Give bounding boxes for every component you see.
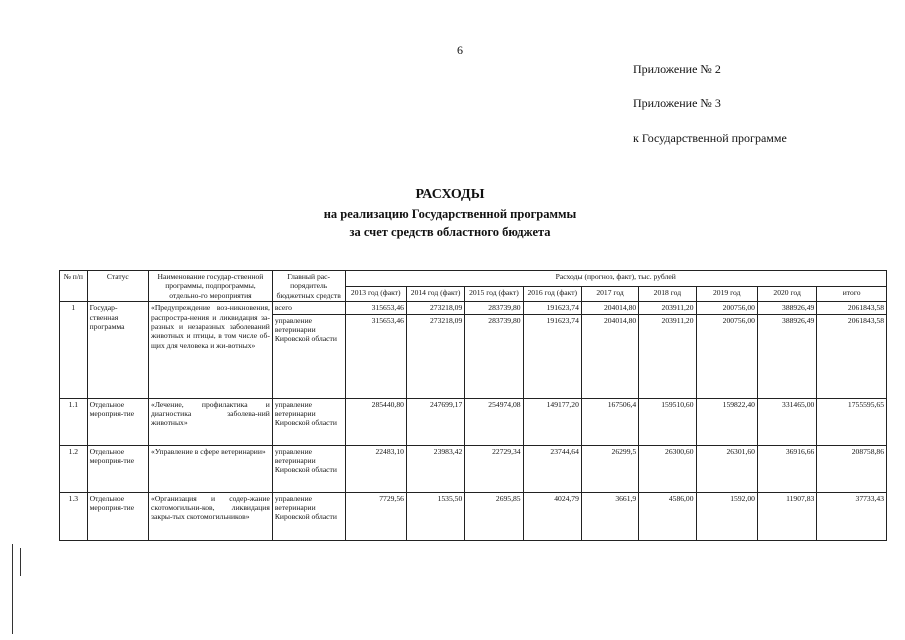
document-title	[250, 186, 650, 240]
header-status: Статус	[87, 271, 148, 302]
value-cell: 36916,66	[757, 445, 816, 492]
row-name: «Управление в сфере ветеринарии»	[149, 445, 273, 492]
row-status: Отдельное мероприя-тие	[87, 445, 148, 492]
row-admin: управление ветеринарии Кировской области	[272, 314, 345, 398]
row-num: 1.3	[60, 492, 88, 540]
value-cell: 315653,46	[345, 314, 406, 398]
value-cell: 283739,80	[465, 302, 523, 314]
value-cell: 23744,64	[523, 445, 581, 492]
value-cell: 26299,5	[581, 445, 638, 492]
row-admin: управление ветеринарии Кировской области	[272, 492, 345, 540]
value-cell: 200756,00	[696, 314, 757, 398]
value-cell: 23983,42	[406, 445, 464, 492]
header-expenses: Расходы (прогноз, факт), тыс. рублей	[345, 271, 886, 287]
value-cell: 1535,50	[406, 492, 464, 540]
header-year-2019: 2019 год	[696, 286, 757, 302]
scan-edge-mark-2	[20, 548, 21, 576]
row-num: 1.1	[60, 398, 88, 445]
row-name: «Предупреждение воз-никновения, распростра-нения и ликвидация за-разных и незаразных заболеваний животных и птицы, в том числе об-щих для человека и жи-вотных»	[149, 302, 273, 398]
header-year-2018: 2018 год	[639, 286, 696, 302]
value-cell: 1592,00	[696, 492, 757, 540]
row-admin: всего	[272, 302, 345, 314]
appendix-line-2: Приложение № 3	[633, 96, 721, 110]
value-cell: 285440,80	[345, 398, 406, 445]
row-status: Государ-ственная программа	[87, 302, 148, 398]
value-cell: 200756,00	[696, 302, 757, 314]
value-cell: 2695,85	[465, 492, 523, 540]
header-year-2017: 2017 год	[581, 286, 638, 302]
value-cell: 331465,00	[757, 398, 816, 445]
value-cell: 167506,4	[581, 398, 638, 445]
value-cell: 149177,20	[523, 398, 581, 445]
row-name: «Лечение, профилактика и диагностика заболева-ний животных»	[149, 398, 273, 445]
value-cell: 191623,74	[523, 302, 581, 314]
value-cell: 283739,80	[465, 314, 523, 398]
row-status: Отдельное мероприя-тие	[87, 398, 148, 445]
value-cell: 4586,00	[639, 492, 696, 540]
total-cell: 1755595,65	[817, 398, 887, 445]
header-year-2015: 2015 год (факт)	[465, 286, 523, 302]
value-cell: 22729,34	[465, 445, 523, 492]
value-cell: 11907,83	[757, 492, 816, 540]
row-status: Отдельное мероприя-тие	[87, 492, 148, 540]
row-admin: управление ветеринарии Кировской области	[272, 398, 345, 445]
header-year-2016: 2016 год (факт)	[523, 286, 581, 302]
value-cell: 388926,49	[757, 302, 816, 314]
scan-edge-mark-1	[12, 544, 13, 634]
value-cell: 7729,56	[345, 492, 406, 540]
header-year-2013: 2013 год (факт)	[345, 286, 406, 302]
value-cell: 159822,40	[696, 398, 757, 445]
value-cell: 4024,79	[523, 492, 581, 540]
value-cell: 204014,80	[581, 314, 638, 398]
expenses-table	[59, 270, 887, 541]
table-row	[60, 398, 887, 445]
value-cell: 26300,60	[639, 445, 696, 492]
row-admin: управление ветеринарии Кировской области	[272, 445, 345, 492]
header-total: итого	[817, 286, 887, 302]
value-cell: 273218,09	[406, 302, 464, 314]
header-name: Наименование государ-ственной программы, подпрограммы, отдельно-го мероприятия	[149, 271, 273, 302]
value-cell: 26301,60	[696, 445, 757, 492]
value-cell: 388926,49	[757, 314, 816, 398]
row-name: «Организация и содер-жание скотомогильни-ков, ликвидация закры-тых скотомогильников»	[149, 492, 273, 540]
value-cell: 191623,74	[523, 314, 581, 398]
value-cell: 3661,9	[581, 492, 638, 540]
table-row	[60, 445, 887, 492]
page-number: 6	[457, 43, 463, 57]
value-cell: 204014,80	[581, 302, 638, 314]
value-cell: 22483,10	[345, 445, 406, 492]
row-num: 1.2	[60, 445, 88, 492]
header-year-2020: 2020 год	[757, 286, 816, 302]
value-cell: 203911,20	[639, 302, 696, 314]
title-line-2: за счет средств областного бюджета	[349, 225, 551, 239]
value-cell: 203911,20	[639, 314, 696, 398]
header-admin: Главный рас-порядитель бюджетных средств	[272, 271, 345, 302]
value-cell: 254974,08	[465, 398, 523, 445]
value-cell: 273218,09	[406, 314, 464, 398]
value-cell: 315653,46	[345, 302, 406, 314]
appendix-line-3: к Государственной программе	[633, 131, 787, 145]
value-cell: 247699,17	[406, 398, 464, 445]
total-cell: 208758,86	[817, 445, 887, 492]
total-cell: 2061843,58	[817, 314, 887, 398]
table-row	[60, 302, 887, 314]
title-main: РАСХОДЫ	[415, 187, 485, 202]
appendix-line-1: Приложение № 2	[633, 62, 721, 76]
header-year-2014: 2014 год (факт)	[406, 286, 464, 302]
total-cell: 2061843,58	[817, 302, 887, 314]
table-row	[60, 492, 887, 540]
header-num: № п/п	[60, 271, 88, 302]
total-cell: 37733,43	[817, 492, 887, 540]
value-cell: 159510,60	[639, 398, 696, 445]
row-num: 1	[60, 302, 88, 398]
title-line-1: на реализацию Государственной программы	[323, 207, 577, 221]
